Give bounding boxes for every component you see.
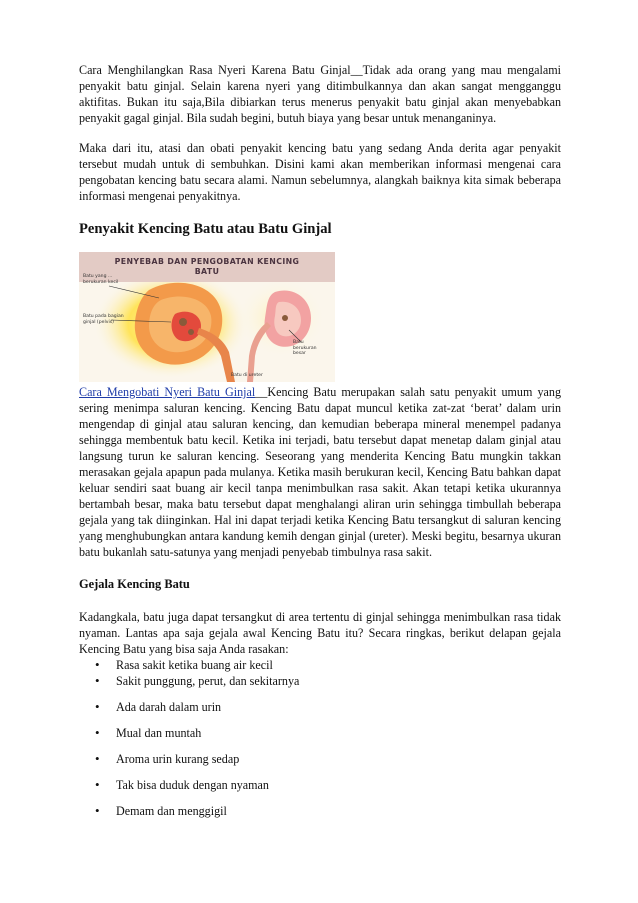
figure-label-line: berukuran [293,345,317,351]
figure-label-line: Batu yang ... [83,274,113,279]
cara-mengobati-link[interactable]: Cara Mengobati Nyeri Batu Ginjal [79,385,256,399]
figure-label-line: ginjal (pelvis) [83,319,114,325]
intro-paragraph-1: Cara Menghilangkan Rasa Nyeri Karena Batu Ginjal__Tidak ada orang yang mau mengalami penyakit batu ginjal. Selain karena nyeri yang ditimbulkannya dan akan sangat mengganggu aktifitas. Bukan itu saja,Bila dibiarkan terus menerus penyakit batu ginjal akan menyebabkan penyakit gagal ginjal. Bila sudah begini, butuh biaya yang besar untuk menanganinya. [79,63,561,125]
section-heading-gejala: Gejala Kencing Batu [79,577,190,591]
list-item: • Tak bisa duduk dengan nyaman [79,777,561,793]
kencing-batu-paragraph [79,384,561,560]
figure-label-line: Batu [293,340,304,345]
figure-title-line-1: PENYEBAB DAN PENGOBATAN KENCING [114,257,300,266]
kencing-batu-body-text: __Kencing Batu merupakan salah satu penyakit umum yang sering menimpa saluran kencing. Kencing Batu dapat muncul ketika zat-zat ‘berat’ dalam urin mengendap di ginjal atau saluran kencing, dan kemudian beberapa mineral menempel padanya sehingga membentuk batu kecil. Ketika ini terjadi, batu tersebut dapat menetap dalam ginjal atau langsung turun ke saluran kencing. Seseorang yang menderita Kencing Batu mungkin takkan merasakan gejala apapun pada mulanya. Ketika masih berukuran kecil, Kencing Batu bahkan dapat keluar sendiri saat buang air kecil tanpa menimbulkan rasa sakit. Akan tetapi ketika ukurannya bertambah besar, maka batu tersebut dapat menghalangi aliran urin sehingga timbullah beberapa gejala yang tak diinginkan. Hal ini dapat terjadi ketika Kencing Batu tersangkut di saluran kencing yang menghubungkan antara kandung kemih dengan ginjal (ureter). Meski begitu, besarnya ukuran batu bukanlah satu-satunya yang menjadi penyebab timbulnya rasa sakit. [79,385,561,559]
list-item: • Ada darah dalam urin [79,699,561,715]
figure-label-line: berukuran kecil [83,279,119,285]
section-heading-batu-ginjal: Penyakit Kencing Batu atau Batu Ginjal [79,221,332,237]
figure-label-large-stone [293,340,317,357]
list-item: • Aroma urin kurang sedap [79,751,561,767]
figure-title-line-2: BATU [194,267,220,276]
figure-label-pelvis-stone [83,314,124,325]
gejala-intro-paragraph: Kadangkala, batu juga dapat tersangkut di area tertentu di ginjal sehingga menimbulkan rasa tidak nyaman. Lantas apa saja gejala awal Kencing Batu itu? Secara ringkas, berikut delapan gejala Kencing Batu yang bisa saja Anda rasakan: [79,610,561,656]
list-item: • Mual dan muntah [79,725,561,741]
list-item: • Demam dan menggigil [79,803,561,819]
kidney-stone-illustration [79,252,335,382]
intro-paragraph-2: Maka dari itu, atasi dan obati penyakit kencing batu yang sedang Anda derita agar penyakit tersebut mudah untuk di sembuhkan. Disini kami akan memberikan informasi mengenai cara pengobatan kencing batu secara alami. Namun sebelumnya, alangkah baiknya kita simak beberapa informasi mengenai penyakitnya. [79,141,561,203]
figure-label-ureter-stone: Batu di ureter [231,373,263,378]
list-item: • Sakit punggung, perut, dan sekitarnya [79,673,561,689]
figure-label-line: Batu pada bagian [83,314,124,319]
symptom-list [79,657,561,819]
document-body [79,62,561,819]
figure-label-small-stone [83,274,118,285]
figure-label-line: besar [293,351,306,356]
list-item: • Rasa sakit ketika buang air kecil [79,657,561,673]
